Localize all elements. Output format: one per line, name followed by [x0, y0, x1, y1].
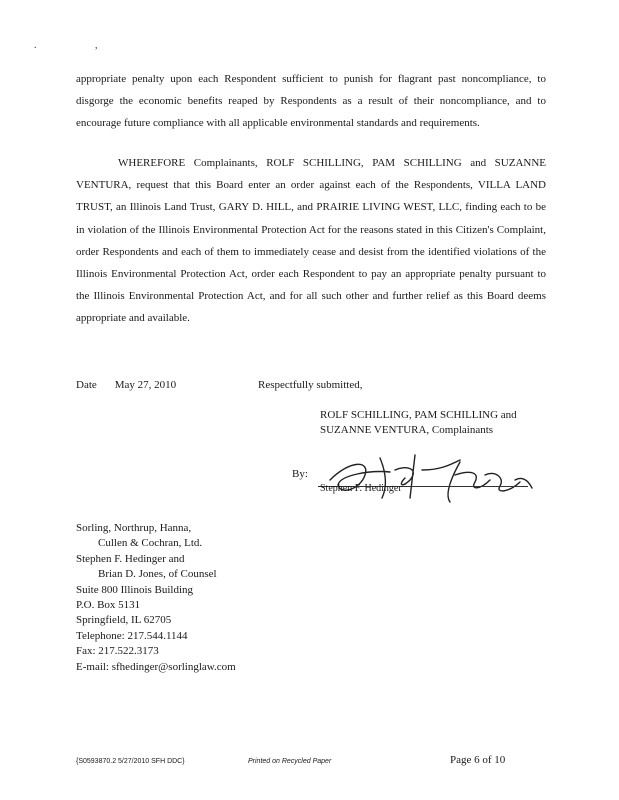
firm-line: Stephen F. Hedinger and: [76, 552, 185, 565]
firm-address-block: [76, 521, 236, 675]
footer-doc-id: {S0593870.2 5/27/2010 SFH DDC}: [76, 758, 185, 765]
paragraph-penalty: appropriate penalty upon each Respondent sufficient to punish for flagrant past noncompliance, to disgorge the economic benefits reaped by Respondents as a result of their noncompliance, and to encourage future compliance with all applicable environmental standards and requirements.: [76, 73, 546, 130]
date-line: [76, 379, 176, 391]
handwritten-signature: [310, 440, 540, 510]
firm-line: Suite 800 Illinois Building: [76, 583, 194, 596]
firm-line: Cullen & Cochran, Ltd.: [98, 537, 203, 550]
scan-marks: . ,: [34, 40, 126, 51]
closing-text: Respectfully submitted,: [258, 379, 363, 391]
complainants-line-1: ROLF SCHILLING, PAM SCHILLING and: [320, 409, 517, 421]
paragraph-wherefore: WHEREFORE Complainants, ROLF SCHILLING, PAM SCHILLING and SUZANNE VENTURA, request that this Board enter an order against each of the Respondents, VILLA LAND TRUST, an Illinois Land Trust, GARY D. HILL, and PRAIRIE LIVING WEST, LLC, finding each to be in violation of the Illinois Environmental Protection Act for the reasons stated in this Citizen's Complaint, order Respondents and each of them to immediately cease and desist from the identified violations of the Illinois Environmental Protection Act, order each Respondent to pay an appropriate penalty pursuant to the Illinois Environmental Protection Act, and for all such other and further relief as this Board deems appropriate and available.: [76, 157, 546, 325]
by-label: By:: [292, 468, 308, 480]
firm-line: Sorling, Northrup, Hanna,: [76, 522, 192, 534]
firm-line: Telephone: 217.544.1144: [76, 629, 188, 642]
signer-name: Stephen F. Hedinger: [320, 483, 402, 494]
date-label: Date: [76, 379, 97, 391]
firm-line: E-mail: sfhedinger@sorlinglaw.com: [76, 660, 236, 673]
complainants-line-2: SUZANNE VENTURA, Complainants: [320, 423, 494, 436]
firm-line: Springfield, IL 62705: [76, 614, 172, 627]
complainants-block: [320, 408, 517, 437]
firm-line: P.O. Box 5131: [76, 599, 141, 612]
date-value: May 27, 2010: [114, 379, 177, 391]
page-number: Page 6 of 10: [450, 754, 506, 766]
footer-recycled-note: Printed on Recycled Paper: [248, 758, 332, 765]
firm-line: Brian D. Jones, of Counsel: [98, 568, 217, 581]
firm-line: Fax: 217.522.3173: [76, 645, 159, 658]
